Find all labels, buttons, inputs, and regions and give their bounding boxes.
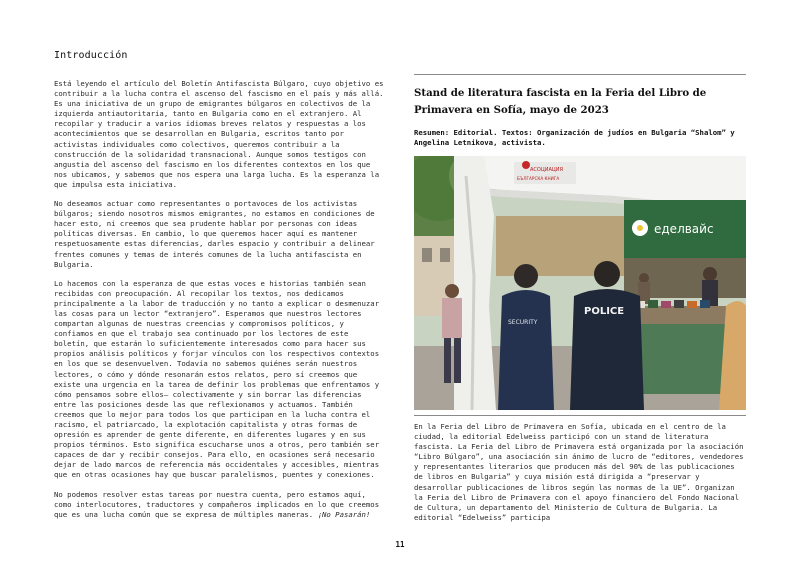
photo-divider [414,415,746,416]
banner-text: еделвайс [654,222,714,236]
top-divider [414,74,746,75]
article-body: En la Feria del Libro de Primavera en Sofía, ubicada en el centro de la ciudad, la editorial Edelweiss participó con un stand de literatura fascista. La Feria del Libro de Primavera está organizada por la asociación “Libro Búlgaro”, una asociación sin ánimo de lucro de “editores, vendedores y representantes literarios que producen más del 90% de las publicaciones de libros en Bulgaria” y cuya misión está dirigida a “preservar y desarrollar publicaciones de libros según las normas de la UE”. Organizan la Feria del Libro de Primavera con el apoyo financiero del Fondo Nacional de Cultura, un departamento del Ministerio de Cultura de Bulgaria. La editorial “Edelweiss” participa [414,422,744,522]
security-back-text: SECURITY [508,319,538,326]
edelweiss-flower-icon [632,220,648,236]
introduction-heading: Introducción [54,50,128,61]
page-number: 11 [395,540,405,549]
article-summary: Resumen: Editorial. Textos: Organización de judíos en Bulgaria “Shalom” y Angelina Letnikova, activista. [414,128,735,147]
article-column [414,74,746,523]
intro-paragraph-2: No deseamos actuar como representantes o portavoces de los activistas búlgaros; siendo nosotros mismos emigrantes, no estamos en condiciones de hacer esto, ni creemos que sea prudente hablar por personas con ideas políticas diversas. En cambio, lo que queremos hacer aquí es mantener respetuosamente estas diferencias, darles espacio y contribuir a delinear frentes comunes y temas de interés comunes de la lucha antifascista en Bulgaria. [54,199,375,269]
no-pasaran-slogan: ¡No Pasarán! [317,509,371,519]
book-fair-photo [414,156,746,410]
intro-paragraph-1: Está leyendo el artículo del Boletín Antifascista Búlgaro, cuyo objetivo es contribuir a la lucha contra el ascenso del fascismo en el país y más allá. Es una iniciativa de un grupo de emigrantes búlgaros en colectivos de la izquierda antiautoritaria, tanto en Bulgaria como en el extranjero. Al recopilar y traducir a varios idiomas breves relatos y respuestas a los acontecimientos que se desarrollan en Bulgaria, escritos tanto por activistas individuales como colectivos, queremos contribuir a la construcción de la solidaridad transnacional. Aunque somos testigos con angustia del ascenso del fascismo en los diferentes contextos en los que nos ubicamos, y sabemos que nos espera una larga lucha. Es la esperanza la que impulsa esta iniciativa. [54,79,384,189]
sign-top-text: АСОЦИАЦИЯ [530,167,563,173]
intro-paragraph-4-text: No podemos resolver estas tareas por nuestra cuenta, pero estamos aquí, como interlocutores, traductores y compañeros implicados en lo que creemos que es una lucha común que se expresa de múltiples maneras. [54,489,380,519]
police-back-text: POLICE [584,306,625,317]
article-title: Stand de literatura fascista en la Feria del Libro de Primavera en Sofía, mayo de 2023 [414,87,707,116]
book-fair-photo-drawing [414,156,746,410]
intro-paragraph-4 [54,490,386,520]
sign-sub-text: БЪЛГАРСКА КНИГА [517,176,560,181]
introduction-column [54,50,386,529]
intro-paragraph-3: Lo hacemos con la esperanza de que estas voces e historias también sean recibidas con preocupación. Al recopilar los textos, nos dedicamos principalmente a la labor de traducción y no tanto a explicar o desmenuzar las cosas para un lector “extranjero”. Esperamos que nuestros lectores compartan algunas de nuestras creencias y compromisos políticos, y confiamos en que el trabajo sea continuado por los lectores de este boletín, que estarán lo suficientemente interesados como para hacer sus propios análisis políticos y forjar vínculos con los respectivos contextos en los que se desenvuelven. Todavía no sabemos quiénes serán nuestros lectores, o cómo y dónde resonarán estos relatos, pero sí creemos que existe una urgencia en la tarea de definir los problemas que enfrentamos y cómo pensamos sobre ellos– colectivamente y sin borrar las diferencias entre las posiciones desde las que reflexionamos y actuamos. También creemos que lo mejor para todos los que participan en la lucha contra el racismo, el patriarcado, la explotación capitalista y otras formas de opresión es aprender de gente diferente, en diferentes lugares y en sus propios términos. Esto significa escucharse unos a otros, pero también ser capaces de dar y recibir consejos. Para ello, en ocasiones será necesario dejar de lado marcos de referencia más occidentales y accesibles, mientras que en otras ocasiones hay que buscar paralelismos, puentes y conexiones. [54,278,380,480]
